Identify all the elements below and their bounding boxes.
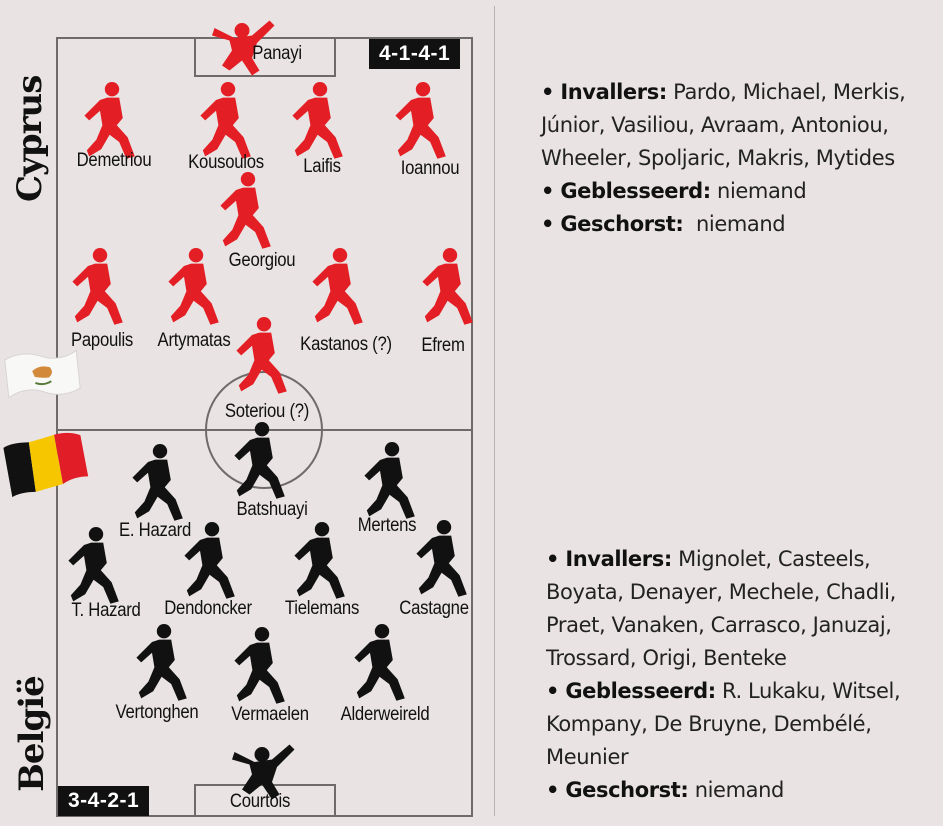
invallers-text: Pardo, Michael, Merkis, <box>673 80 906 104</box>
invallers-text: Wheeler, Spoljaric, Makris, Mytides <box>541 146 895 170</box>
cyprus-flag-icon <box>4 348 80 399</box>
player-name: Panayi <box>252 43 302 64</box>
player-name: Alderweireld <box>340 704 430 725</box>
player-name: Laifis <box>303 156 341 177</box>
geblesseerd-line: • Geblesseerd: niemand <box>541 179 807 203</box>
invallers-line: • Invallers: Pardo, Michael, Merkis, <box>541 80 906 104</box>
player-name: Tielemans <box>284 598 360 619</box>
geschorst-line: • Geschorst: niemand <box>541 212 786 236</box>
player-icon <box>168 248 218 325</box>
invallers-text: Trossard, Origi, Benteke <box>546 646 787 670</box>
player-name: Castagne <box>399 598 469 619</box>
player-name: Artymatas <box>157 330 231 351</box>
player-icon <box>294 522 344 599</box>
player-name: T. Hazard <box>71 600 141 621</box>
cyprus-team-label: Cyprus <box>10 75 50 202</box>
geblesseerd-label: Geblesseerd: <box>560 179 711 203</box>
invallers-text: Mignolet, Casteels, <box>678 547 871 571</box>
player-icon <box>234 627 284 704</box>
geschorst-text: niemand <box>694 778 784 802</box>
invallers-label: Invallers: <box>565 547 672 571</box>
player-name: Vermaelen <box>231 704 309 725</box>
invallers-line: • Invallers: Mignolet, Casteels, <box>546 547 871 571</box>
geblesseerd-label: Geblesseerd: <box>565 679 716 703</box>
belgium-info <box>546 543 900 807</box>
player-name: Demetriou <box>76 150 152 171</box>
belgium-team-label: België <box>12 676 52 792</box>
invallers-text: Júnior, Vasiliou, Avraam, Antoniou, <box>541 113 889 137</box>
belgium-formation: 3-4-2-1 <box>58 786 149 816</box>
player-name: Courtois <box>229 791 291 812</box>
geblesseerd-text: R. Lukaku, Witsel, <box>722 679 901 703</box>
player-name: Mertens <box>357 515 417 536</box>
player-name: Batshuayi <box>236 499 308 520</box>
cyprus-info <box>541 76 905 241</box>
player-name: Kastanos (?) <box>300 334 392 355</box>
geschorst-text: niemand <box>695 212 786 236</box>
column-divider <box>494 6 495 816</box>
player-icon <box>422 248 472 325</box>
player-name: E. Hazard <box>119 520 191 541</box>
player-icon <box>72 248 122 325</box>
player-name: Kousoulos <box>188 152 264 173</box>
belgium-flag-icon <box>2 430 89 497</box>
invallers-text: Boyata, Denayer, Mechele, Chadli, <box>546 580 896 604</box>
geschorst-label: Geschorst: <box>565 778 689 802</box>
invallers-label: Invallers: <box>560 80 667 104</box>
player-name: Soteriou (?) <box>224 401 310 422</box>
player-icon <box>395 82 445 159</box>
geschorst-label: Geschorst: <box>560 212 684 236</box>
player-icon <box>220 172 270 249</box>
player-name: Vertonghen <box>115 702 199 723</box>
player-icon <box>184 522 234 599</box>
player-name: Ioannou <box>400 158 460 179</box>
player-icon <box>136 624 186 701</box>
player-icon <box>236 317 286 394</box>
geschorst-line: • Geschorst: niemand <box>546 778 784 802</box>
player-icon <box>364 442 414 519</box>
player-icon <box>68 527 118 604</box>
player-name: Georgiou <box>228 250 296 271</box>
geblesseerd-text: Meunier <box>546 745 629 769</box>
player-icon <box>312 248 362 325</box>
player-icon <box>292 82 342 159</box>
geblesseerd-text: Kompany, De Bruyne, Dembélé, <box>546 712 872 736</box>
player-name: Efrem <box>421 335 465 356</box>
geblesseerd-line: • Geblesseerd: R. Lukaku, Witsel, <box>546 679 901 703</box>
player-icon <box>200 82 250 159</box>
player-icon <box>132 444 182 521</box>
player-icon <box>354 624 404 701</box>
player-name: Dendoncker <box>164 598 252 619</box>
player-icon <box>416 520 466 597</box>
invallers-text: Praet, Vanaken, Carrasco, Januzaj, <box>546 613 892 637</box>
geblesseerd-text: niemand <box>717 179 807 203</box>
player-name: Papoulis <box>70 330 134 351</box>
player-icon <box>84 82 134 159</box>
cyprus-formation: 4-1-4-1 <box>369 39 460 69</box>
